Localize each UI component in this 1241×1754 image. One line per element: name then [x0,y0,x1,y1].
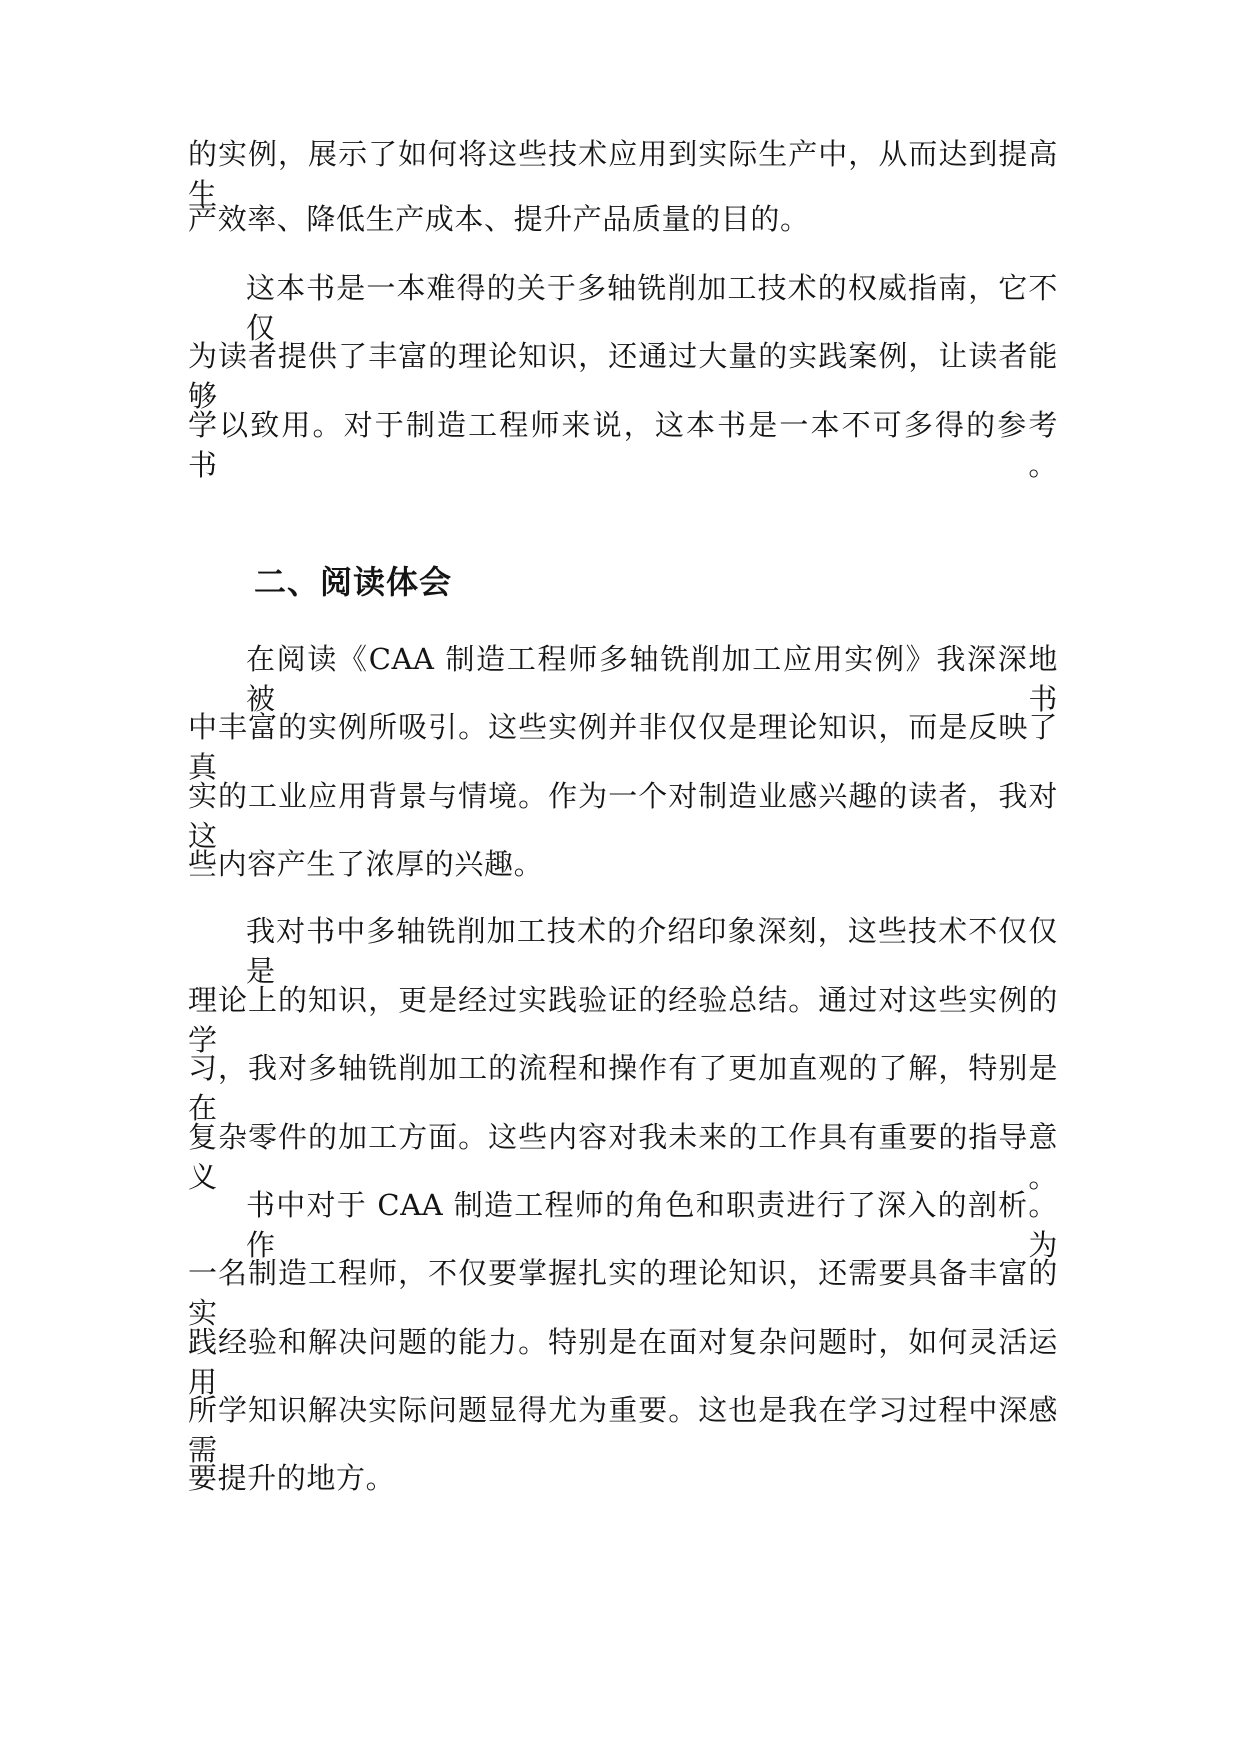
text-line: 的实例，展示了如何将这些技术应用到实际生产中，从而达到提高生 [188,137,1058,211]
text-line: 理论上的知识，更是经过实践验证的经验总结。通过对这些实例的学 [188,983,1058,1057]
text-line: 要提升的地方。 [188,1461,396,1495]
section-heading: 二、阅读体会 [254,563,453,601]
text-line: 一名制造工程师，不仅要掌握扎实的理论知识，还需要具备丰富的实 [188,1256,1058,1330]
text-line: 习，我对多轴铣削加工的流程和操作有了更加直观的了解，特别是在 [188,1051,1058,1125]
text-line: 复杂零件的加工方面。这些内容对我未来的工作具有重要的指导意义。 [188,1120,1058,1194]
text-line: 产效率、降低生产成本、提升产品质量的目的。 [188,202,810,236]
text-line: 实的工业应用背景与情境。作为一个对制造业感兴趣的读者，我对这 [188,779,1058,853]
text-line: 所学知识解决实际问题显得尤为重要。这也是我在学习过程中深感需 [188,1393,1058,1467]
text-line: 学以致用。对于制造工程师来说，这本书是一本不可多得的参考书。 [188,408,1058,482]
text-line: 这本书是一本难得的关于多轴铣削加工技术的权威指南，它不仅 [246,271,1058,345]
text-line: 在阅读《CAA 制造工程师多轴铣削加工应用实例》我深深地被书 [246,642,1058,716]
text-line: 中丰富的实例所吸引。这些实例并非仅仅是理论知识，而是反映了真 [188,710,1058,784]
text-line: 些内容产生了浓厚的兴趣。 [188,847,544,881]
text-line: 为读者提供了丰富的理论知识，还通过大量的实践案例，让读者能够 [188,339,1058,413]
text-line: 书中对于 CAA 制造工程师的角色和职责进行了深入的剖析。作为 [246,1188,1058,1262]
text-line: 践经验和解决问题的能力。特别是在面对复杂问题时，如何灵活运用 [188,1325,1058,1399]
text-line: 我对书中多轴铣削加工技术的介绍印象深刻，这些技术不仅仅是 [246,914,1058,988]
